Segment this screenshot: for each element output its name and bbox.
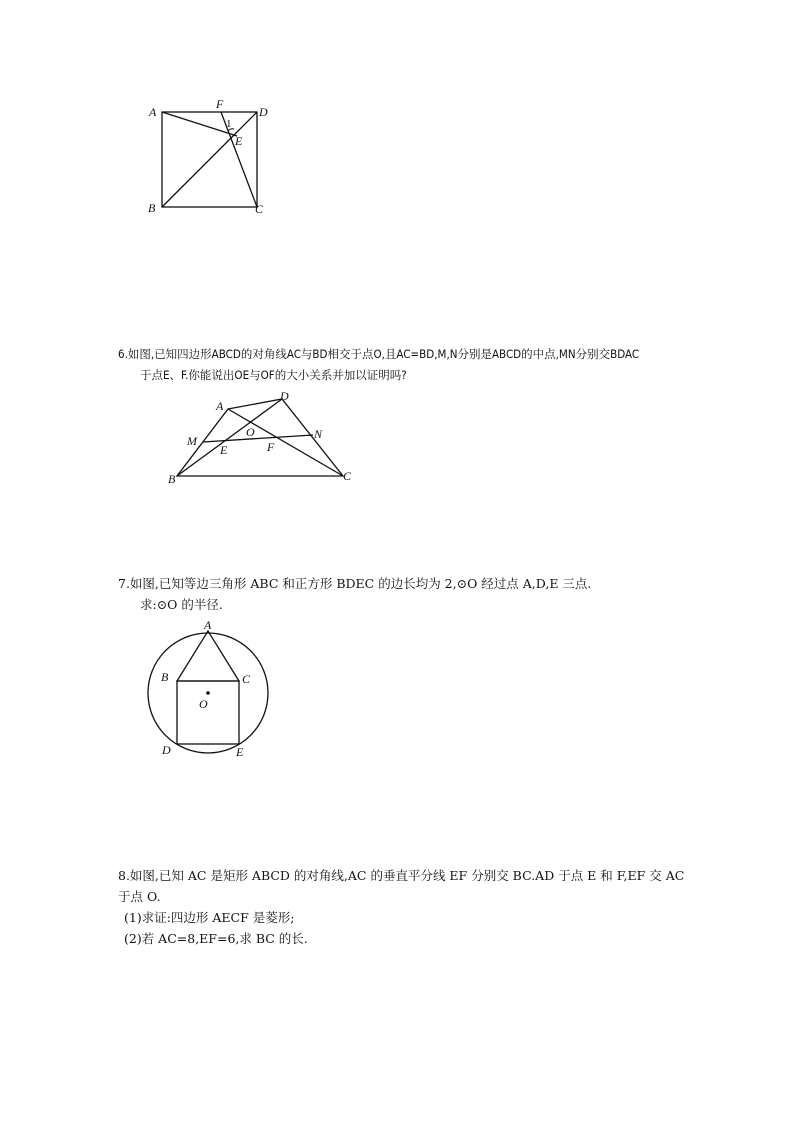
label-F: F [267, 440, 275, 454]
label-M: M [187, 434, 197, 448]
label-A: A [204, 618, 212, 632]
label-B: B [168, 472, 176, 486]
label-A: A [149, 105, 157, 119]
figure-square-diagonals [140, 95, 280, 225]
problem-6-line-1: 6.如图,已知四边形ABCD的对角线AC与BD相交于点O,且AC=BD,M,N分别是ABCD的中点,MN分别交BDAC [118, 347, 640, 361]
center-point [206, 691, 210, 695]
label-D: D [162, 743, 171, 757]
label-O: O [199, 697, 208, 711]
problem-6 [118, 344, 718, 386]
label-E: E [220, 443, 228, 457]
problem-7-line-2: 求:⊙O 的半径. [140, 597, 223, 612]
figure-circle-triangle-square [145, 615, 280, 760]
label-E: E [235, 134, 243, 148]
problem-8-line-1: 8.如图,已知 AC 是矩形 ABCD 的对角线,AC 的垂直平分线 EF 分别交 BC.AD 于点 E 和 F,EF 交 AC [118, 868, 685, 883]
figure-quadrilateral [165, 388, 365, 488]
label-D: D [259, 105, 268, 119]
problem-7-line-1: 7.如图,已知等边三角形 ABC 和正方形 BDEC 的边长均为 2,⊙O 经过点 A,D,E 三点. [118, 576, 592, 591]
problem-7 [118, 573, 718, 615]
label-F: F [216, 97, 224, 111]
label-C: C [255, 202, 264, 216]
problem-8-line-2: 于点 O. [118, 889, 161, 904]
label-B: B [161, 670, 169, 684]
problem-6-line-2: 于点E、F.你能说出OE与OF的大小关系并加以证明吗? [140, 368, 407, 382]
problem-8-part-1: (1)求证:四边形 AECF 是菱形; [124, 910, 295, 925]
label-A: A [216, 399, 224, 413]
label-B: B [148, 201, 156, 215]
label-C: C [242, 672, 251, 686]
problem-8-part-2: (2)若 AC=8,EF=6,求 BC 的长. [124, 931, 308, 946]
label-C: C [343, 469, 352, 483]
label-E: E [236, 745, 244, 759]
label-angle-1: 1 [226, 118, 232, 130]
label-N: N [314, 427, 323, 441]
label-D: D [280, 389, 289, 403]
label-O: O [246, 425, 255, 439]
problem-8 [118, 865, 718, 949]
